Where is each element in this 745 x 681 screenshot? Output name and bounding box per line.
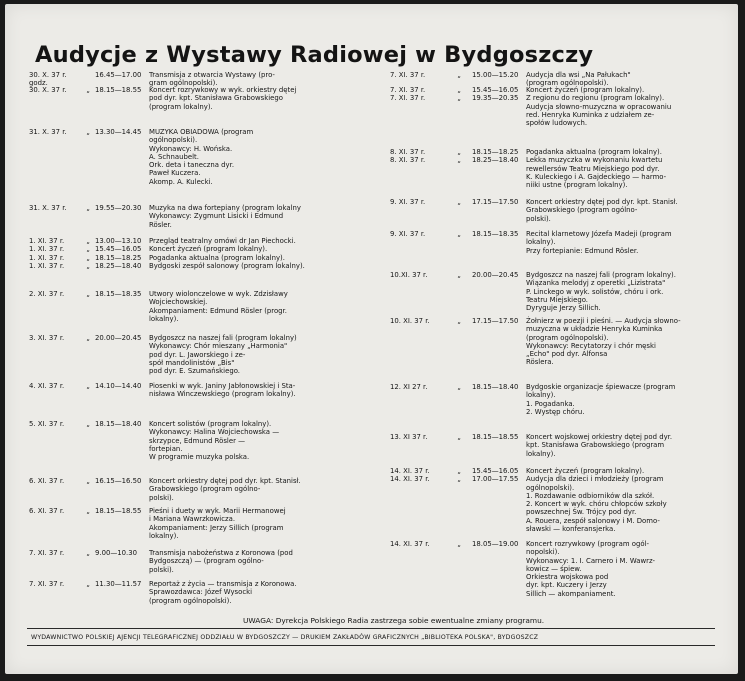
entry-date: 2. XI. 37 r. bbox=[29, 290, 65, 298]
schedule-entry bbox=[390, 198, 724, 223]
ditto-mark: „ bbox=[457, 271, 461, 279]
entry-date: 14. XI. 37 r. bbox=[390, 540, 430, 548]
entry-time: 20.00—20.45 bbox=[472, 271, 519, 279]
ditto-mark: „ bbox=[457, 383, 461, 391]
ditto-mark: „ bbox=[457, 230, 461, 238]
entry-time: 20.00—20.45 bbox=[95, 334, 142, 342]
entry-date: 8. XI. 37 r. 8. XI. 37 r. bbox=[390, 148, 426, 165]
schedule-entry bbox=[390, 433, 724, 458]
entry-description: Recital klarnetowy Józefa Madeji (program lokalny). Przy fortepianie: Edmund Rösler. bbox=[526, 230, 672, 255]
ditto-mark: „ bbox=[86, 290, 90, 298]
entry-description: Reportaż z życia — transmisja z Koronowa. Sprawozdawca: Józef Wysocki (program ogólnopolski). bbox=[149, 580, 297, 605]
footer-bottom-rule bbox=[27, 645, 715, 646]
schedule-entry bbox=[390, 540, 724, 598]
schedule-entry bbox=[29, 204, 371, 229]
entry-date: 7. XI. 37 r. bbox=[390, 71, 426, 79]
entry-description: Koncert życzeń (program lokalny). Audycja dla dzieci i młodzieży (program ogólnopolski). 1. Rozdawanie odbiorników dla szkół. 2. Koncert w wyk. chóru chłopców szkoły powszechnej Św. Trójcy pod dyr. A. Rouera, zespół salonowy i M. Domo- sławski — konferansjerka. bbox=[526, 467, 667, 534]
entry-date: 9. XI. 37 r. bbox=[390, 198, 426, 206]
entry-description: Bydgoszcz na naszej fali (program lokalny). Wiązanka melodyj z operetki „Lizistrata" P. Linckego w wyk. solistów, chóru i ork. Teatru Miejskiego. Dyryguje Jerzy Sillich. bbox=[526, 271, 676, 313]
entry-description: Koncert życzeń (program lokalny). Z regionu do regionu (program lokalny). Audycja słowno-muzyczna w opracowaniu red. Henryka Kuminka z udziałem ze- społów ludowych. bbox=[526, 86, 672, 128]
entry-time: 18.15—18.25 18.25—18.40 bbox=[472, 148, 519, 165]
schedule-entry bbox=[390, 317, 724, 367]
ditto-mark: „ bbox=[86, 477, 90, 485]
schedule-entry bbox=[390, 383, 724, 416]
entry-description: Przegląd teatralny omówi dr Jan Piechocki. Koncert życzeń (program lokalny). Pogadanka aktualna (program lokalny). Bydgoski zespół salonowy (program lokalny). bbox=[149, 237, 305, 270]
schedule-entry bbox=[29, 334, 371, 375]
entry-time: 18.15—18.40 bbox=[472, 383, 519, 391]
entry-time: 18.05—19.00 bbox=[472, 540, 519, 548]
entry-date: 12. XI 27 r. bbox=[390, 383, 428, 391]
entry-description: Transmisja z otwarcia Wystawy (pro- gram ogólnopolski). bbox=[149, 71, 275, 88]
entry-time: 17.15—17.50 bbox=[472, 198, 519, 206]
entry-date: 1. XI. 37 r. 1. XI. 37 r. 1. XI. 37 r. 1. XI. 37 r. bbox=[29, 237, 65, 270]
ditto-mark: „ bbox=[86, 549, 90, 557]
ditto-mark: „ bbox=[457, 198, 461, 206]
entry-time: 17.15—17.50 bbox=[472, 317, 519, 325]
entry-date: 14. XI. 37 r. 14. XI. 37 r. bbox=[390, 467, 430, 484]
entry-description: Pieśni i duety w wyk. Marii Hermanowej i Mariana Wawrzkowicza. Akompaniament: Jerzy Sillich (program lokalny). bbox=[149, 507, 286, 540]
notice-text: UWAGA: Dyrekcja Polskiego Radia zastrzega sobie ewentualne zmiany programu. bbox=[243, 616, 545, 625]
schedule-entry bbox=[390, 230, 724, 255]
entry-description: Koncert orkiestry dętej pod dyr. kpt. Stanisł. Grabowskiego (program ogólno- polski). bbox=[526, 198, 678, 223]
program-sheet bbox=[5, 4, 738, 674]
schedule-entry bbox=[29, 237, 371, 270]
entry-date: 10.XI. 37 r. bbox=[390, 271, 428, 279]
entry-description: Muzyka na dwa fortepiany (program lokalny Wykonawcy: Zygmunt Lisicki i Edmund Rösler. bbox=[149, 204, 301, 229]
ditto-mark: „ bbox=[86, 334, 90, 342]
entry-description: Bydgoskie organizacje śpiewacze (program lokalny). 1. Pogadanka. 2. Występ chóru. bbox=[526, 383, 676, 416]
ditto-mark: „ bbox=[457, 433, 461, 441]
schedule-entry bbox=[29, 580, 371, 605]
entry-date: 6. XI. 37 r. bbox=[29, 507, 65, 515]
entry-time: 18.15—18.35 bbox=[95, 290, 142, 298]
ditto-mark: „ bbox=[86, 86, 90, 94]
schedule-entry bbox=[29, 549, 371, 574]
entry-date: 5. XI. 37 r. bbox=[29, 420, 65, 428]
entry-date: 30. X. 37 r. godz. bbox=[29, 71, 67, 88]
entry-time: 18.15—18.55 bbox=[95, 86, 142, 94]
entry-time: 16.45—17.00 bbox=[95, 71, 142, 79]
schedule-entry bbox=[29, 86, 371, 111]
entry-date: 6. XI. 37 r. bbox=[29, 477, 65, 485]
ditto-mark: „ „ bbox=[457, 148, 461, 165]
page-title: Audycje z Wystawy Radiowej w Bydgoszczy bbox=[35, 42, 594, 68]
entry-description: Koncert rozrywkowy w wyk. orkiestry dętej pod dyr. kpt. Stanisława Grabowskiego (program lokalny). bbox=[149, 86, 297, 111]
entry-description: Piosenki w wyk. Janiny Jabłonowskiej i Sta- nisława Winczewskiego (program lokalny). bbox=[149, 382, 296, 399]
entry-description: Koncert wojskowej orkiestry dętej pod dyr. kpt. Stanisława Grabowskiego (program lokalny). bbox=[526, 433, 673, 458]
entry-time: 18.15—18.35 bbox=[472, 230, 519, 238]
entry-time: 15.45—16.05 17.00—17.55 bbox=[472, 467, 519, 484]
entry-time: 13.30—14.45 bbox=[95, 128, 142, 136]
entry-date: 31. X. 37 r. bbox=[29, 204, 67, 212]
ditto-mark: „ bbox=[86, 580, 90, 588]
entry-description: Utwory wiolonczelowe w wyk. Zdzisławy Wojciechowskiej. Akompaniament: Edmund Rösler (progr. lokalny). bbox=[149, 290, 288, 323]
schedule-entry bbox=[29, 128, 371, 186]
ditto-mark: „ bbox=[86, 128, 90, 136]
entry-date: 10. XI. 37 r. bbox=[390, 317, 430, 325]
entry-time: 18.15—18.40 bbox=[95, 420, 142, 428]
footer-top-rule bbox=[27, 628, 715, 629]
entry-time: 14.10—14.40 bbox=[95, 382, 142, 390]
entry-time: 11.30—11.57 bbox=[95, 580, 142, 588]
schedule-entry bbox=[29, 477, 371, 502]
entry-description: Koncert rozrywkowy (program ogól- nopolski). Wykonawcy: 1. I. Carnero i M. Wawrz- kowicz — śpiew. Orkiestra wojskowa pod dyr. kpt. Kuczery i Jerzy Sillich — akompaniament. bbox=[526, 540, 656, 598]
entry-date: 30. X. 37 r. bbox=[29, 86, 67, 94]
schedule-entry bbox=[390, 271, 724, 312]
entry-date: 3. XI. 37 r. bbox=[29, 334, 65, 342]
publisher-footer: WYDAWNICTWO POLSKIEJ AJENCJI TELEGRAFICZNEJ ODDZIAŁU W BYDGOSZCZY — DRUKIEM ZAKŁADÓW GRAFICZNYCH „BIBLIOTEKA POLSKA", BYDGOSZCZ bbox=[31, 634, 539, 641]
entry-time: 9.00—10.30 bbox=[95, 549, 137, 557]
schedule-entry bbox=[390, 148, 724, 189]
entry-time: 19.55—20.30 bbox=[95, 204, 142, 212]
entry-description: Żołnierz w poezji i pieśni. — Audycja słowno- muzyczna w układzie Henryka Kuminka (program ogólnopolski). Wykonawcy: Recytatorzy i chór męski „Echo" pod dyr. Alfonsa Röslera. bbox=[526, 317, 681, 367]
entry-date: 13. XI 37 r. bbox=[390, 433, 428, 441]
entry-description: Pogadanka aktualna (program lokalny). Lekka muzyczka w wykonaniu kwartetu rewellersów Teatru Miejskiego pod dyr. K. Kuleckiego i A. Gajdeckiego — harmo- niiki ustne (program lokalny). bbox=[526, 148, 667, 190]
entry-date: 7. XI. 37 r. 7. XI. 37 r. bbox=[390, 86, 426, 103]
entry-time: 16.15—16.50 bbox=[95, 477, 142, 485]
ditto-mark: „ „ bbox=[457, 467, 461, 484]
entry-time: 13.00—13.10 15.45—16.05 18.15—18.25 18.25—18.40 bbox=[95, 237, 142, 270]
ditto-mark: „ bbox=[86, 204, 90, 212]
schedule-entry bbox=[29, 507, 371, 540]
entry-date: 9. XI. 37 r. bbox=[390, 230, 426, 238]
ditto-mark: „ „ bbox=[457, 86, 461, 103]
entry-description: Bydgoszcz na naszej fali (program lokalny) Wykonawcy: Chór mieszany „Harmonia" pod dyr. L. Jaworskiego i ze- spół mandolinistów „Bis" pod dyr. E. Szumańskiego. bbox=[149, 334, 297, 376]
ditto-mark: „ bbox=[457, 71, 461, 79]
entry-date: 4. XI. 37 r. bbox=[29, 382, 65, 390]
entry-description: Koncert solistów (program lokalny). Wykonawcy: Halina Wojciechowska — skrzypce, Edmund Rösler — fortepian. W programie muzyka polska. bbox=[149, 420, 280, 462]
ditto-mark: „ bbox=[457, 540, 461, 548]
entry-time: 18.15—18.55 bbox=[472, 433, 519, 441]
entry-description: MUZYKA OBIADOWA (program ogólnopolski). Wykonawcy: H. Wońska. A. Schnaubelt. Ork. deta i taneczna dyr. Paweł Kuczera. Akomp. A. Kulecki. bbox=[149, 128, 254, 186]
entry-description: Transmisja nabożeństwa z Koronowa (pod Bydgoszczą) — (program ogólno- polski). bbox=[149, 549, 293, 574]
entry-time: 15.00—15.20 bbox=[472, 71, 519, 79]
entry-time: 15.45—16.05 19.35—20.35 bbox=[472, 86, 519, 103]
entry-date: 31. X. 37 r. bbox=[29, 128, 67, 136]
ditto-mark: „ bbox=[86, 507, 90, 515]
entry-date: 7. XI. 37 r. bbox=[29, 549, 65, 557]
schedule-entry bbox=[29, 420, 371, 461]
schedule-entry bbox=[390, 467, 724, 533]
schedule-entry bbox=[29, 382, 371, 399]
schedule-entry bbox=[390, 86, 724, 127]
entry-date: 7. XI. 37 r. bbox=[29, 580, 65, 588]
ditto-mark: „ bbox=[86, 382, 90, 390]
schedule-entry bbox=[29, 290, 371, 323]
ditto-mark: „ „ „ „ bbox=[86, 237, 90, 270]
entry-time: 18.15—18.55 bbox=[95, 507, 142, 515]
ditto-mark: „ bbox=[457, 317, 461, 325]
entry-description: Audycja dla wsi „Na Pałukach" (program ogólnopolski). bbox=[526, 71, 631, 88]
ditto-mark: „ bbox=[86, 420, 90, 428]
entry-description: Koncert orkiestry dętej pod dyr. kpt. Stanisł. Grabowskiego (program ogólno- polski). bbox=[149, 477, 301, 502]
